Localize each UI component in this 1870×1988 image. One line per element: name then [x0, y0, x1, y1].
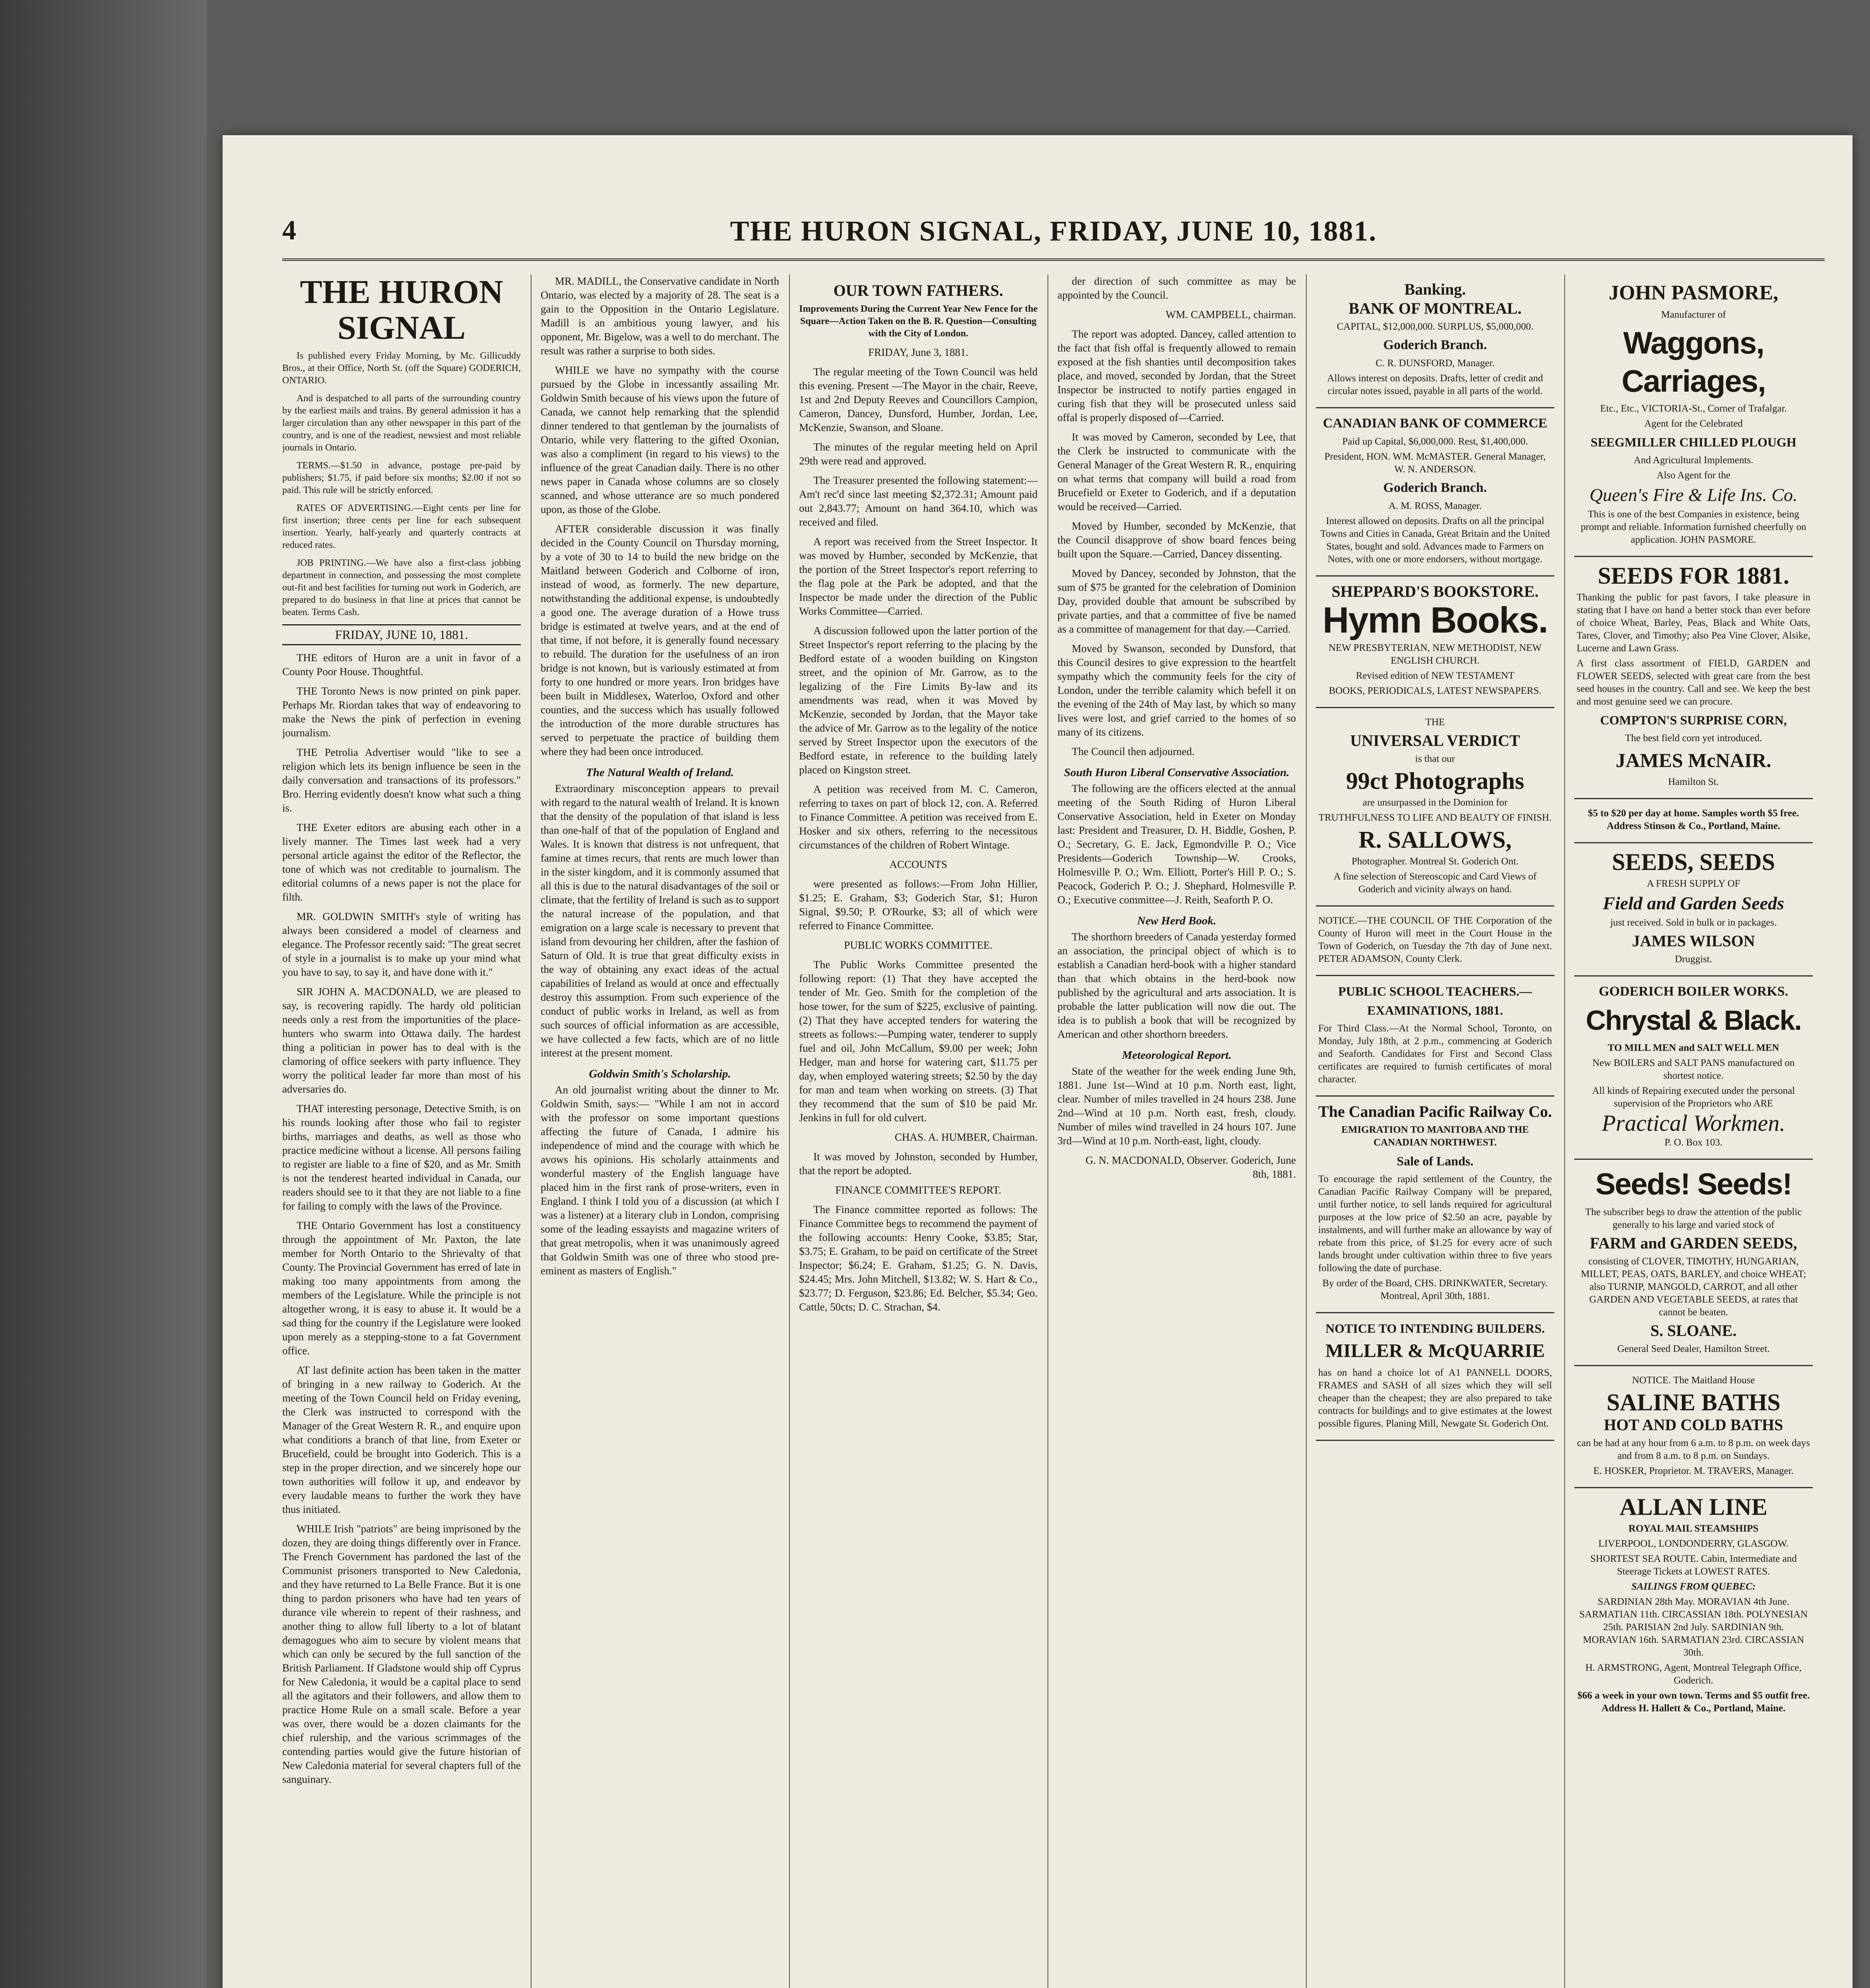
ad-text: And Agricultural Implements.	[1633, 455, 1754, 466]
article-heading: The Natural Wealth of Ireland.	[586, 766, 734, 779]
editorial-paragraph: MR. GOLDWIN SMITH's style of writing has always been considered a model of clearness and elegance. The Professor recently said: "The great secret of style in a journalist is to make up your mind what you have to say, to say it, and have done with it."	[282, 911, 521, 978]
article-paragraph: The regular meeting of the Town Council was held this evening. Present —The Mayor in the chair, Reeve, 1st and 2nd Deputy Reeves and Councillors Campion, Cameron, Dancey, Dunsford, Humber, Jordan, Lee, McKenzie, Swanson, and Sloane.	[799, 366, 1038, 433]
ad-text: SARDINIAN 28th May. MORAVIAN 4th June. SARMATIAN 11th. CIRCASSIAN 18th. POLYNESIAN 25th. PARISIAN 2nd July. SARDINIAN 9th. MORAVIAN 16th. SARMATIAN 23rd. CIRCASSIAN 30th.	[1579, 1596, 1808, 1658]
ad-subheading: Goderich Branch.	[1383, 338, 1487, 352]
job-printing-notice: JOB PRINTING.—We have also a first-class jobbing department in connection, and possessing the most complete out-fit and best facilities for turning out work in Goderich, are prepared to do business in that line at prices that cannot be beaten. Terms Cash.	[282, 558, 521, 617]
editorial-paragraph: THE Toronto News is now printed on pink paper. Perhaps Mr. Riordan takes that way of endeavoring to make the News the pink of perfection in evening journalism.	[282, 685, 521, 739]
ad-headline: Field and Garden Seeds	[1602, 893, 1785, 913]
ad-subheading: Goderich Branch.	[1383, 480, 1487, 495]
article-paragraph: It was moved by Cameron, seconded by Lee, that the Clerk be instructed to communicate with the General Manager of the Great Western R. R., enquiring on what terms that company will build a road from Brucefield or Exeter to Goderich, and if a deputation would be received—Carried.	[1057, 431, 1296, 513]
bank-of-montreal-ad	[1316, 274, 1554, 408]
ad-text: General Seed Dealer, Hamilton Street.	[1617, 1343, 1770, 1354]
column-4	[1057, 274, 1296, 1988]
ad-headline: Hymn Books.	[1323, 600, 1548, 641]
article-paragraph: State of the weather for the week ending June 9th, 1881. June 1st—Wind at 10 p.m. North east, light, clear. Number of miles travelled in 24 hours 238. June 2nd—Wind at 10 p.m. North east, fresh, cloudy. Number of miles wind travelled in 24 hours 107. June 3rd—Wind at 10 p.m. North-east, light, cloudy.	[1057, 1065, 1296, 1147]
ad-headline: Queen's Fire & Life Ins. Co.	[1589, 485, 1798, 505]
ad-text: NOTICE. The Maitland House	[1632, 1375, 1755, 1386]
pasmore-ad	[1574, 274, 1813, 557]
ad-text: is that our	[1415, 753, 1455, 764]
signature: CHAS. A. HUMBER, Chairman.	[894, 1131, 1038, 1143]
ad-text: This is one of the best Companies in existence, being prompt and reliable. Information furnished cheerfully on application. JOHN PASMORE.	[1581, 509, 1806, 545]
ad-text: TRUTHFULNESS TO LIFE AND BEAUTY OF FINISH.	[1318, 812, 1552, 823]
article-paragraph: Moved by Swanson, seconded by Dunsford, that this Council desires to give expression to the heartfelt sympathy which the community feels for the city of London, under the terrible calamity which befell it on the evening of the 24th of May last, by which so many lives were lost, and grief carried to the homes of so many of its citizens.	[1057, 643, 1296, 738]
editorial-paragraph: THE editors of Huron are a unit in favor of a County Poor House. Thoughtful.	[282, 652, 521, 678]
ad-text: LIVERPOOL, LONDONDERRY, GLASGOW.	[1598, 1538, 1789, 1549]
column-2	[541, 274, 779, 1988]
editorial-paragraph: THE Petrolia Advertiser would "like to see a religion which lets its benign influence be seen in the daily conversation and transactions of its professors." Bro. Herring evidently doesn't know what such a thing is.	[282, 746, 521, 814]
allan-line-ad	[1574, 1488, 1813, 1724]
cpr-ad	[1316, 1097, 1554, 1313]
article-heading: South Huron Liberal Conservative Association.	[1064, 766, 1290, 779]
ad-text: H. ARMSTRONG, Agent, Montreal Telegraph Office, Goderich.	[1585, 1662, 1802, 1686]
ad-title: SHEPPARD'S BOOKSTORE.	[1331, 582, 1539, 600]
ad-headline: Waggons, Carriages,	[1622, 325, 1765, 398]
sloane-seeds-ad	[1574, 1160, 1813, 1366]
section-label: FINANCE COMMITTEE'S REPORT.	[835, 1184, 1001, 1196]
ad-text: Manufacturer of	[1661, 309, 1726, 320]
article-subheadline: Improvements During the Current Year New Fence for the Square—Action Taken on the B. R. Question—Consulting with the City of London.	[799, 304, 1038, 339]
ad-text: The subscriber begs to draw the attention of the public generally to his large and varied stock of	[1585, 1207, 1802, 1230]
ad-title: NOTICE TO INTENDING BUILDERS.	[1325, 1321, 1545, 1336]
editorial-paragraph: AT last definite action has been taken in the matter of bringing in a new railway to Goderich. At the meeting of the Town Council held on Friday evening, the Clerk was instructed to correspond with the Manager of the Great Western R. R., and enquire upon what conditions a branch of that line, from Exeter or Brucefield, could be brought into Goderich. This is a step in the proper direction, and we sincerely hope our town authorities will follow it up, and endeavor by every laudable means to further the work they have thus initiated.	[282, 1364, 521, 1515]
ad-text: ROYAL MAIL STEAMSHIPS	[1628, 1523, 1759, 1534]
ad-title: SEEDS, SEEDS	[1612, 849, 1775, 875]
ad-text: Also Agent for the	[1657, 470, 1730, 481]
ad-text: Agent for the Celebrated	[1644, 418, 1743, 429]
ad-subheading: COMPTON'S SURPRISE CORN,	[1600, 713, 1787, 727]
ad-text: Revised edition of NEW TESTAMENT	[1356, 670, 1515, 681]
ad-title: PUBLIC SCHOOL TEACHERS.— EXAMINATIONS, 1881.	[1338, 984, 1532, 1017]
ad-text: President, HON. WM. McMASTER. General Manager, W. N. ANDERSON.	[1324, 451, 1546, 475]
ad-text: A FRESH SUPPLY OF	[1647, 878, 1740, 889]
ad-text: To encourage the rapid settlement of the Country, the Canadian Pacific Railway Company will be prepared, until further notice, to sell lands required for agricultural purposes at the low price of $2.50 an acre, payable by instalments, and will further make an allowance by way of rebate from this price, of $1.25 for every acre of such lands brought under cultivation within three to five years following the date of purchase.	[1318, 1174, 1552, 1274]
masthead-title: THE HURON SIGNAL	[300, 274, 503, 346]
column-1	[282, 274, 521, 1988]
advertising-rates: RATES OF ADVERTISING.—Eight cents per line for first insertion; three cents per line for each subsequent insertion. Yearly, half-yearly and quarterly contracts at reduced rates.	[282, 503, 521, 550]
ad-text: By order of the Board, CHS. DRINKWATER, Secretary. Montreal, April 30th, 1881.	[1322, 1278, 1548, 1301]
editorial-paragraph: THAT interesting personage, Detective Smith, is on his rounds looking after those who fail to register births, marriages and deaths, as well as those who practice medicine without a license. All persons failing to register are liable to a fine of $20, and as Mr. Smith is not the tenderest hearted individual in Canada, our readers should see to it that they are not liable to a fine for failing to comply with the laws of the Province.	[282, 1103, 521, 1212]
ad-text: SHORTEST SEA ROUTE. Cabin, Intermediate and Steerage Tickets at LOWEST RATES.	[1590, 1553, 1797, 1577]
article-paragraph: An old journalist writing about the dinner to Mr. Goldwin Smith, says:— "While I am not in accord with the professor on some important questions affecting the future of Canada, I admire his independence of mind and the courage with which he avows his opinions. His scholarly attainments and wonderful mastery of the English language have placed him in the first rank of prose-writers, even in England. I think I told you of a discussion (at which I was a listener) at a literary club in London, comprising some of the leading essayists and magazine writers of that great metropolis, when it was unanimously agreed that Goldwin Smith was one of three who stood pre-eminent as masters of English."	[541, 1084, 779, 1277]
article-paragraph: A discussion followed upon the latter portion of the Street Inspector's report referring to the placing by the Bedford estate of a wooden building on Kingston street, and the opinion of Mr. Garrow, as to the legalizing of the Fire Limits By-law and its amendments was read, when it was Moved by McKenzie, seconded by Jordan, that the Mayor take the advice of Mr. Garrow as to the legality of the notice served by Street Inspector upon the executors of the Bedford estate, in reference to the building lately placed on Kingston street.	[799, 625, 1038, 776]
article-heading: New Herd Book.	[1137, 914, 1216, 927]
column-5-ads	[1316, 274, 1554, 1988]
ad-title: JOHN PASMORE,	[1608, 282, 1779, 304]
editorial-paragraph: MR. MADILL, the Conservative candidate in North Ontario, was elected by a majority of 28. The seat is a gain to the Opposition in the Ontario Legislature. Madill is an ambitious young lawyer, and his opponent, Mr. Bigelow, was a well to do merchant. The result was rather a surprise to both sides.	[541, 275, 779, 357]
column-rule	[789, 274, 790, 1988]
ad-text: NOTICE.—THE COUNCIL OF THE Corporation of the County of Huron will meet in the Court House in the Town of Goderich, on Tuesday the 7th day of June next. PETER ADAMSON, County Clerk.	[1318, 915, 1552, 964]
ad-headline: R. SALLOWS,	[1358, 827, 1512, 853]
ad-title: GODERICH BOILER WORKS.	[1598, 984, 1789, 999]
page-title: THE HURON SIGNAL, FRIDAY, JUNE 10, 1881.	[730, 215, 1377, 247]
ad-text: has on hand a choice lot of A1 PANNELL DOORS, FRAMES and SASH of all sizes which they will sell cheaper than the cheapest; they are also prepared to take contracts for buildings and to give estimates at the lowest possible figures. Planing Mill, Newgate St. Goderich Ont.	[1318, 1367, 1552, 1429]
editorial-paragraph: THE Exeter editors are abusing each other in a lively manner. The Times last week had a very personal article against the editor of the Reflector, the tone of which was not creditable to journalism. The editorial columns of a news paper is not the place for filth.	[282, 821, 521, 903]
ad-text: The best field corn yet introduced.	[1625, 733, 1762, 744]
article-paragraph: It was moved by Johnston, seconded by Humber, that the report be adopted.	[799, 1151, 1038, 1176]
ad-headline: JAMES McNAIR.	[1616, 749, 1771, 771]
ad-headline: MILLER & McQUARRIE	[1325, 1340, 1545, 1361]
ad-subheading: HOT AND COLD BATHS	[1604, 1416, 1783, 1434]
ad-text: consisting of CLOVER, TIMOTHY, HUNGARIAN, MILLET, PEAS, OATS, BARLEY, and choice WHEAT; also TURNIP, MANGOLD, CARROT, and all other GARDEN AND VEGETABLE SEEDS, at rates that cannot be beaten.	[1581, 1256, 1806, 1318]
article-paragraph: The Public Works Committee presented the following report: (1) That they have accepted the tender of Mr. Geo. Smith for the completion of the hose tower, for the sum of $225, exclusive of painting. (2) That they have accepted tenders for watering the streets as follows:—Pumping water, tenderer to supply fuel and oil, John McCallum, $9.00 per week; John Hedger, man and horse for watering cart, $11.75 per day, when employed watering streets; $2.50 by the day for man and team when working on streets. (3) That they recommend that the sum of $10 be paid Mr. Jenkins in full for old culvert.	[799, 959, 1038, 1124]
ad-title: SEEDS FOR 1881.	[1598, 563, 1789, 589]
article-paragraph: Moved by Dancey, seconded by Johnston, that the sum of $75 be granted for the celebration of Dominion Day, provided double that amount be subscribed by private parties, and that a committee of five be named as a committee of management for that day.—Carried.	[1057, 567, 1296, 635]
article-paragraph: were presented as follows:—From John Hillier, $1.25; E. Graham, $3; Goderich Star, $1; Huron Signal, $9.50; P. O'Rourke, $3; all of which were referred to Finance Committee.	[799, 878, 1038, 932]
article-paragraph: The Council then adjourned.	[1072, 746, 1195, 757]
builders-notice	[1316, 1313, 1554, 1441]
boiler-works-ad	[1574, 977, 1813, 1160]
council-notice	[1316, 907, 1554, 976]
ad-title: BANK OF MONTREAL.	[1348, 299, 1522, 317]
ad-title: UNIVERSAL VERDICT	[1350, 732, 1520, 749]
ad-text: can be had at any hour from 6 a.m. to 8 p.m. on week days and from 8 a.m. to 8 p.m. on Sundays.	[1577, 1438, 1810, 1461]
seeds-1881-ad	[1574, 557, 1813, 799]
wilson-seeds-ad	[1574, 843, 1813, 977]
ad-text: $66 a week in your own town. Terms and $5 outfit free. Address H. Hallett & Co., Portland, Maine.	[1577, 1690, 1810, 1714]
baths-ad	[1574, 1366, 1813, 1488]
ad-text: New BOILERS and SALT PANS manufactured on shortest notice.	[1592, 1058, 1795, 1081]
scanner-background	[0, 0, 207, 1988]
ad-text: just received. Sold in bulk or in packages.	[1610, 917, 1777, 928]
ad-text: Photographer. Montreal St. Goderich Ont.	[1351, 856, 1519, 867]
ad-headline: 99ct Photographs	[1346, 768, 1525, 794]
ad-text: Paid up Capital, $6,000,000. Rest, $1,400,000.	[1342, 436, 1528, 447]
ad-text: Etc., Etc., VICTORIA-St., Corner of Trafalgar.	[1600, 403, 1787, 414]
article-paragraph: The shorthorn breeders of Canada yesterday formed an association, the principal object of which is to establish a Canadian herd-book with a higher standard than that which obtains in the herd-book now published by the agricultural and arts association. It is probable the latter publication will now die out. The idea is to publish a book that will be recognized by American and other shorthorn breeders.	[1057, 931, 1296, 1040]
ad-subheading: Sale of Lands.	[1397, 1154, 1474, 1168]
ad-title: CANADIAN BANK OF COMMERCE	[1323, 416, 1548, 431]
column-3	[799, 274, 1038, 1988]
ad-headline: Chrystal & Black.	[1586, 1005, 1801, 1036]
ad-text: All kinds of Repairing executed under the personal supervision of the Proprietors who ARE	[1592, 1085, 1795, 1109]
ad-heading: Banking.	[1404, 280, 1466, 298]
circulation-notice: And is despatched to all parts of the surrounding country by the earliest mails and trains. By general admission it has a larger circulation than any other newspaper in this part of the country, and is one of the readiest, newsiest and most reliable journals in Ontario.	[282, 393, 521, 453]
editorial-paragraph: SIR JOHN A. MACDONALD, we are pleased to say, is recovering rapidly. The hardy old politician needs only a rest from the importunities of the place-hunters who swarm into Ottawa daily. The hardest thing a politician in power has to deal with is the clamoring of office seekers with party influence. They worry the political leader far more than most of his adversaries do.	[282, 986, 521, 1095]
page-number: 4	[282, 215, 296, 246]
article-paragraph: The minutes of the regular meeting held on April 29th were read and approved.	[799, 441, 1038, 467]
editorial-paragraph: AFTER considerable discussion it was finally decided in the County Council on Thursday morning, by a vote of 30 to 14 to build the new bridge on the Maitland between Goderich and Colborne of iron, instead of wood, as formerly. The new departure, notwithstanding the additional expense, is undoubtedly a good one. The average duration of a Howe truss bridge is estimated at twelve years, and at the end of that time, if not before, it is generally found necessary to rebuild. The duration for the usefulness of an iron bridge is not known, but is variously estimated at from forty to one hundred or more years. Iron bridges have been built in Middlesex, Waterloo, Oxford and other counties, and the success which has usually followed the introduction of the more durable structures has served to perpetuate the practice of building them where they had been once introduced.	[541, 523, 779, 757]
ad-subheading: S. SLOANE.	[1650, 1322, 1737, 1340]
article-heading: Meteorological Report.	[1122, 1049, 1232, 1062]
page-header	[282, 211, 1825, 261]
ad-text: NEW PRESBYTERIAN, NEW METHODIST, NEW ENGLISH CHURCH.	[1328, 643, 1542, 666]
ad-text: Hamilton St.	[1668, 777, 1719, 787]
ad-text: Interest allowed on deposits. Drafts on all the principal Towns and Cities in Canada, Great Britain and the United States, bought and sold. Advances made to Farmers on Notes, with one or more endorsers, without mortgage.	[1320, 516, 1550, 565]
article-paragraph: A petition was received from M. C. Cameron, referring to taxes on part of block 12, con. A. Referred to Finance Committee. A petition was received from E. Hosker and six others, referring to the necessitous circumstances of the children of Robert Wintage.	[799, 783, 1038, 851]
ad-text: P. O. Box 103.	[1664, 1137, 1723, 1148]
ad-text: A first class assortment of FIELD, GARDEN and FLOWER SEEDS, selected with great care from the best seed houses in the country. Call and see. We keep the best and most genuine seed we can procure.	[1577, 658, 1810, 707]
column-rule	[1306, 274, 1307, 1988]
ad-text: For Third Class.—At the Normal School, Toronto, on Monday, July 18th, at 2 p.m., commencing at Goderich and Seaforth. Candidates for First and Second Class certificates are required to furnish certificates of moral character.	[1318, 1023, 1552, 1085]
ad-text: Thanking the public for past favors, I take pleasure in stating that I have on hand a better stock than ever before of choice Wheat, Barley, Peas, Black and White Oats, Tares, Clover, and Timothy; also Pea Vine Clover, Alsike, Lucerne and Lawn Grass.	[1577, 592, 1810, 654]
terms-notice: TERMS.—$1.50 in advance, postage pre-paid by publishers; $1.75, if paid before six months; $2.00 if not so paid. This rule will be strictly enforced.	[282, 460, 521, 495]
ad-text: CAPITAL, $12,000,000. SURPLUS, $5,000,000.	[1337, 321, 1534, 332]
column-rule	[1564, 274, 1565, 1988]
stinson-ad	[1574, 799, 1813, 843]
ad-text: BOOKS, PERIODICALS, LATEST NEWSPAPERS.	[1329, 685, 1542, 696]
ad-subheading: JAMES WILSON	[1632, 932, 1755, 950]
column-6-ads	[1574, 274, 1813, 1988]
ad-headline: ALLAN LINE	[1620, 1494, 1767, 1520]
ad-text: THE	[1425, 717, 1445, 728]
bookstore-ad	[1316, 577, 1554, 708]
ad-text: A fine selection of Stereoscopic and Card Views of Goderich and vicinity always on hand.	[1333, 871, 1537, 895]
publisher-intro: Is published every Friday Morning, by Mc. Gillicuddy Bros., at their Office, North St. (off the Square) GODERICH, ONTARIO.	[282, 351, 521, 386]
newspaper-page	[223, 135, 1853, 1988]
ad-headline: Practical Workmen.	[1602, 1110, 1785, 1136]
article-paragraph: The Finance committee reported as follows: The Finance Committee begs to recommend the payment of the following accounts: Henry Cooke, $3.85; Star, $3.75; E. Graham, to be paid on certificate of the Street Inspector; $6.24; E. Graham, $1.25; G. N. Davis, $24.45; Mrs. John Mitchell, $13.82; W. S. Hart & Co., $23.77; D. Ferguson, $23.86; Ed. Belcher, $5.34; Geo. Cattle, 50cts; D. C. Strachan, $4.	[799, 1204, 1038, 1313]
issue-dateline: FRIDAY, JUNE 10, 1881.	[282, 624, 521, 645]
ad-text: are unsurpassed in the Dominion for	[1362, 797, 1508, 808]
teachers-exam-notice	[1316, 976, 1554, 1097]
ad-text: C. R. DUNSFORD, Manager.	[1375, 358, 1495, 369]
article-headline: OUR TOWN FATHERS.	[833, 282, 1003, 299]
editorial-paragraph: WHILE we have no sympathy with the course pursued by the Globe in incessantly assailing Mr. Goldwin Smith because of his views upon the future of Canada, we cannot help remarking that the splendid dinner tendered to that gentleman by the journalists of Ontario, while very flattering to the gifted Oxonian, was also a compliment (in regard to his views) to the influence of the great Canadian daily. There is no other news paper in Canada whose columns are so closely scanned, and whose utterance are so much pondered upon, as those of the Globe.	[541, 364, 779, 515]
editorial-paragraph: WHILE Irish "patriots" are being imprisoned by the dozen, they are doing things differently over in France. The French Government has pardoned the last of the Communist prisoners transported to New Caledonia, and they have returned to La Belle France. But it is one thing to pardon prisoners who have had ten years of durance vile wherein to repent of their rashness, and another thing to allow full liberty to a lot of blatant demagogues who aim to secure by violent means that which can only be secured by the full sanction of the British Parliament. If Gladstone would ship off Cyprus for New Caledonia, it would be a capital place to send all the agitators and their followers, and allow them to practice Home Rule on a small scale. Before a year was over, there would be a dozen claimants for the chief rulership, and the various scrimmages of the contending parties would give the future historian of New Caledonia material for several chapters full of the sanguinary.	[282, 1523, 521, 1785]
photographer-ad	[1316, 708, 1554, 907]
section-label: ACCOUNTS	[889, 858, 947, 870]
column-rule	[531, 274, 532, 1988]
ad-text: SAILINGS FROM QUEBEC:	[1631, 1581, 1756, 1592]
ad-text: A. M. ROSS, Manager.	[1388, 501, 1482, 511]
ad-text: E. HOSKER, Proprietor. M. TRAVERS, Manager.	[1593, 1466, 1794, 1476]
ad-text: EMIGRATION TO MANITOBA AND THE CANADIAN NORTHWEST.	[1341, 1124, 1529, 1148]
section-label: PUBLIC WORKS COMMITTEE.	[844, 939, 993, 951]
editorial-paragraph: THE Ontario Government has lost a constituency through the appointment of Mr. Paxton, the late member for North Ontario to the Shrievalty of that County. The Provincial Government has erred of late in making too many appointments from among the members of the Legislature. While the principle is not altogether wrong, it is easy to abuse it. It would be a sad thing for the country if the Legislature were looked upon merely as a stepping-stone to a fat Government office.	[282, 1219, 521, 1357]
article-paragraph: Extraordinary misconception appears to prevail with regard to the natural wealth of Ireland. It is known that the density of the population of that island is less than one-half of that of the population of England and Wales. It is known that distress is not unfrequent, that famine at times recurs, that rents are much lower than in the sister kingdom, and it is commonly assumed that all this is due to the natural disadvantages of the soil or climate, that the fertility of Ireland is such as to support the natural increase of the population, and that emigration on a large scale is necessary to prevent that island from devouring her children, after the fashion of Saturn of Old. It is true that great difficulty exists in the way of obtaining any exact ideas of the actual capabilities of Ireland as would at once and effectually destroy this assumption. From such experience of the conduct of public works in Ireland, as well as from such sources of official information as are accessible, we have collected a few facts, which are of no little interest at the present moment.	[541, 782, 779, 1059]
article-paragraph: Moved by Humber, seconded by McKenzie, that the Council disapprove of show board fences being built upon the Square.—Carried, Dancey dissenting.	[1057, 520, 1296, 560]
signature: WM. CAMPBELL, chairman.	[1166, 309, 1296, 320]
article-paragraph: The Treasurer presented the following statement:— Am't rec'd since last meeting $2,372.31; Amount paid out 2,843.77; Amount on hand 364.10, which was received and filed.	[799, 474, 1038, 528]
article-dateline: FRIDAY, June 3, 1881.	[868, 346, 969, 358]
ad-headline: SALINE BATHS	[1606, 1389, 1781, 1415]
ad-text: TO MILL MEN and SALT WELL MEN	[1608, 1043, 1779, 1053]
signature: G. N. MACDONALD, Observer. Goderich, June 8th, 1881.	[1085, 1154, 1296, 1180]
article-paragraph: der direction of such committee as may be appointed by the Council.	[1057, 275, 1296, 301]
ad-text: Allows interest on deposits. Drafts, letter of credit and circular notes issued, payable in all parts of the world.	[1327, 373, 1543, 396]
article-heading: Goldwin Smith's Scholarship.	[589, 1068, 731, 1080]
article-paragraph: A report was received from the Street Inspector. It was moved by Humber, seconded by McKenzie, that the portion of the Street Inspector's report referring to the flag pole at the Park be adopted, and that the Inspector be made under the direction of the Public Works Committee—Carried.	[799, 536, 1038, 617]
article-paragraph: The following are the officers elected at the annual meeting of the South Riding of Huron Liberal Conservative Association, held in Exeter on Monday last: President and Treasurer, D. H. Biddle, Goshen, P. O.; Secretary, G. E. Jack, Egmondville P. O.; Vice Presidents—Goderich Township—W. Crooks, Holmesville P. O.; Wm. Elliott, Porter's Hill P. O.; S. Peacock, Goderich P. O.; J. Shephard, Holmesville P. O.; Executive committee—J. Reith, Seaforth P. O.	[1057, 782, 1296, 906]
ad-text: Druggist.	[1675, 954, 1712, 965]
ad-headline: Seeds! Seeds!	[1595, 1167, 1792, 1201]
ad-text: $5 to $20 per day at home. Samples worth $5 free. Address Stinson & Co., Portland, Maine.	[1588, 808, 1799, 831]
ad-title: The Canadian Pacific Railway Co.	[1318, 1103, 1552, 1120]
ad-title: FARM and GARDEN SEEDS,	[1590, 1234, 1797, 1252]
ad-subheading: SEEGMILLER CHILLED PLOUGH	[1591, 435, 1796, 449]
bank-of-commerce-ad	[1316, 408, 1554, 577]
article-paragraph: The report was adopted. Dancey, called attention to the fact that fish offal is frequently allowed to remain exposed at the fish shanties until decomposition takes place, and moved, seconded by Jordan, that the Street Inspector be instructed to notify parties engaged in curing fish that they will be prosecuted unless said offal is properly disposed of—Carried.	[1057, 328, 1296, 423]
